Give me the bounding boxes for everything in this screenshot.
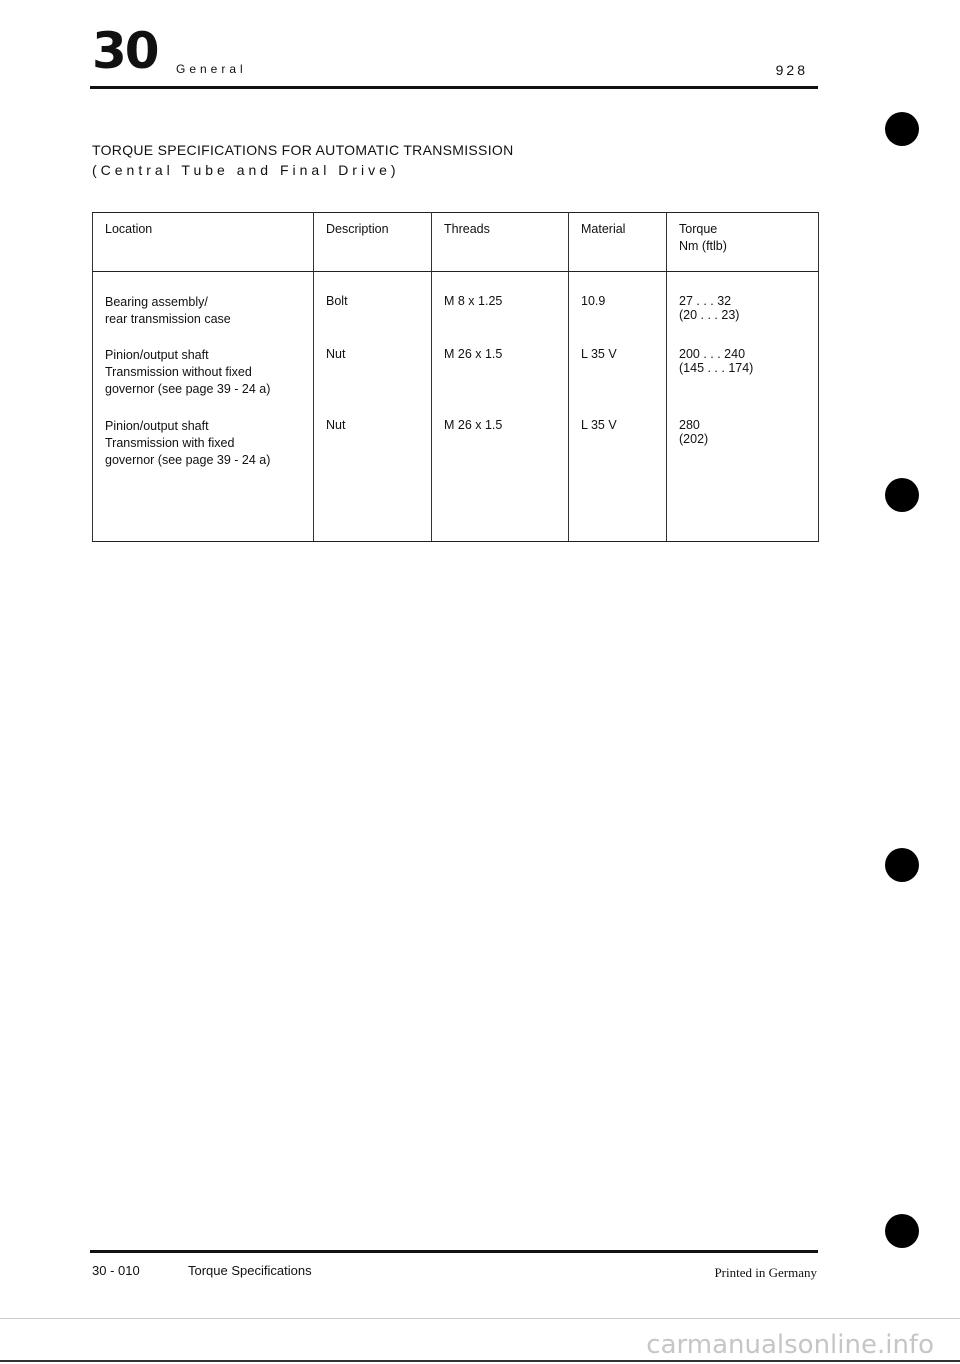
footer-printed-note: Printed in Germany (714, 1265, 817, 1280)
cell-location: Bearing assembly/ rear transmission case (93, 272, 314, 331)
footer-section-title: Torque Specifications (188, 1263, 312, 1278)
column-header-description: Description (314, 213, 432, 272)
binder-hole-dot (885, 848, 919, 882)
page-title: TORQUE SPECIFICATIONS FOR AUTOMATIC TRANSMISSION (92, 142, 514, 158)
footer-rule (90, 1250, 818, 1253)
model-number: 928 (775, 62, 808, 78)
cell-location: Pinion/output shaft Transmission with fixed governor (see page 39 - 24 a) (93, 402, 314, 542)
binder-hole-dot (885, 478, 919, 512)
binder-hole-dot (885, 1214, 919, 1248)
table-row (93, 272, 819, 331)
section-number: 30 (92, 22, 158, 80)
column-header-material: Material (569, 213, 667, 272)
table-header-row (93, 213, 819, 272)
cell-threads: M 26 x 1.5 (432, 331, 569, 402)
cell-material: 10.9 (569, 272, 667, 331)
column-header-location: Location (93, 213, 314, 272)
binder-hole-dot (885, 112, 919, 146)
column-header-threads: Threads (432, 213, 569, 272)
cell-description: Bolt (314, 272, 432, 331)
cell-material: L 35 V (569, 402, 667, 542)
page-subtitle: (Central Tube and Final Drive) (92, 162, 400, 178)
cell-torque: 280 (202) (667, 402, 819, 542)
cell-torque: 200 . . . 240 (145 . . . 174) (667, 331, 819, 402)
watermark: carmanualsonline.info (646, 1330, 934, 1360)
cell-location: Pinion/output shaft Transmission without fixed governor (see page 39 - 24 a) (93, 331, 314, 402)
column-header-torque: Torque Nm (ftlb) (667, 213, 819, 272)
table-row (93, 331, 819, 402)
scan-edge-line (0, 1318, 960, 1319)
cell-threads: M 8 x 1.25 (432, 272, 569, 331)
scan-bottom-edge (0, 1360, 960, 1362)
cell-description: Nut (314, 331, 432, 402)
torque-spec-table (92, 212, 819, 542)
header-rule (90, 86, 818, 89)
footer-page-number: 30 - 010 (92, 1263, 140, 1278)
section-name: General (176, 62, 247, 76)
cell-material: L 35 V (569, 331, 667, 402)
cell-torque: 27 . . . 32 (20 . . . 23) (667, 272, 819, 331)
cell-description: Nut (314, 402, 432, 542)
cell-threads: M 26 x 1.5 (432, 402, 569, 542)
table-row (93, 402, 819, 542)
